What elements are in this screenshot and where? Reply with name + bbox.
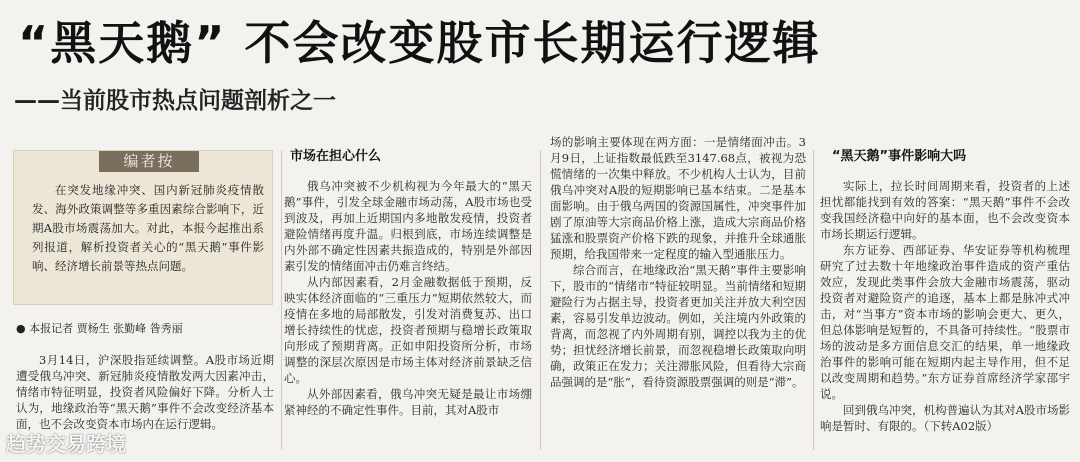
paragraph: 东方证券、西部证券、华安证券等机构梳理研究了过去数十年地缘政治事件造成的资产重估效应，发现此类事件会放大金融市场震荡，驱动投资者对避险资产的追逐，基本上都是脉冲式冲击，对“当事方”资本市场的影响会更大、更久，但总体影响是短暂的，不具备可持续性。“股票市场的波动是多方面信息交汇的结果，单一地缘政治事件的影响可能在短期内起主导作用，但不足以改变周期和趋势。”东方证券首席经济学家邵宇说。 [820, 243, 1070, 401]
source-watermark: 趋势交易跨境 [6, 432, 126, 456]
editor-note-text: 在突发地缘冲突、国内新冠肺炎疫情散发、海外政策调整等多重因素综合影响下，近期A股市场震荡加大。对此，本报今起推出系列报道，解析投资者关心的“黑天鹅”事件影响、经济增长前景等热点问题。 [32, 183, 264, 273]
section-heading-black-swan-impact: “黑天鹅”事件影响大吗 [832, 149, 967, 164]
headline: “黑天鹅” 不会改变股市长期运行逻辑 [18, 16, 821, 70]
paragraph: 从外部因素看，俄乌冲突无疑是最让市场绷紧神经的不确定性事件。目前，其对A股市 [284, 387, 532, 417]
column-divider [813, 150, 814, 450]
column-divider [540, 150, 541, 450]
paragraph: 综合而言，在地缘政治“黑天鹅”事件主要影响下，股市的“情绪市”特征较明显。当前情绪和短期避险行为占据主导，投资者更加关注并放大利空因素，容易引发单边波动。例如，关注境内外政策的背离，而忽视了内外周期有别，调控以我为主的优势；担忧经济增长前景，而忽视稳增长政策取向明确，政策正在发力；关注滞胀风险，但看待大宗商品强调的是“胀”，看待资源股票强调的则是“滞”。 [550, 263, 806, 389]
column-1-lead: 3月14日，沪深股指延续调整。A股市场近期遭受俄乌冲突、新冠肺炎疫情散发两大因素冲击，情绪市特征明显，投资者风险偏好下降。分析人士认为，地缘政治等“黑天鹅”事件不会改变经济基本面，也不会改变资本市场内在运行逻辑。 [16, 353, 274, 431]
paragraph: 实际上，拉长时间周期来看，投资者的上述担忧都能找到有效的答案：“黑天鹅”事件不会改变我国经济稳中向好的基本面，也不会改变资本市场长期运行逻辑。 [820, 179, 1070, 241]
section-heading-market-worries: 市场在担心什么 [290, 149, 382, 164]
byline: ● 本报记者 贾杨生 张勤峰 昝秀丽 [16, 322, 183, 335]
paragraph: 从内部因素看，2月金融数据低于预期，反映实体经济面临的“三重压力”短期依然较大，而疫情在多地的局部散发，引发对消费复苏、出口增长持续性的忧虑，投资者预期与稳增长政策取向形成了预期背离。正如申阳投资所分析，市场调整的深层次原因是市场主体对经济前景缺乏信心。 [284, 275, 532, 385]
subheadline: ——当前股市热点问题剖析之一 [14, 88, 336, 114]
paragraph: 俄乌冲突被不少机构视为今年最大的“黑天鹅”事件，引发全球金融市场动荡，A股市场也受到波及，再加上近期国内多地散发疫情，投资者避险情绪再度升温。归根到底，市场连续调整是内外部不确定性因素共振造成的，特别是外部因素引发的情绪面冲击仍难言终结。 [284, 179, 532, 273]
editor-note-label: 编者按 [99, 151, 199, 172]
editor-note-box [13, 150, 273, 305]
column-2 [284, 178, 532, 450]
paragraph: 场的影响主要体现在两方面：一是情绪面冲击。3月9日，上证指数最低跌至3147.68点，被视为恐慌情绪的一次集中释放。不少机构人士认为，目前俄乌冲突对A股的短期影响已基本结束。二是基本面影响。由于俄乌两国的资源国属性，冲突事件加剧了原油等大宗商品价格上涨，造成大宗商品价格猛涨和股票资产价格下跌的现象，并推升全球通胀预期，给我国带来一定程度的输入型通胀压力。 [550, 135, 806, 261]
column-3 [550, 134, 806, 450]
paragraph: 回到俄乌冲突，机构普遍认为其对A股市场影响是暂时、有限的。（下转A02版） [820, 403, 1070, 433]
column-divider [281, 150, 282, 450]
column-4 [820, 178, 1070, 450]
